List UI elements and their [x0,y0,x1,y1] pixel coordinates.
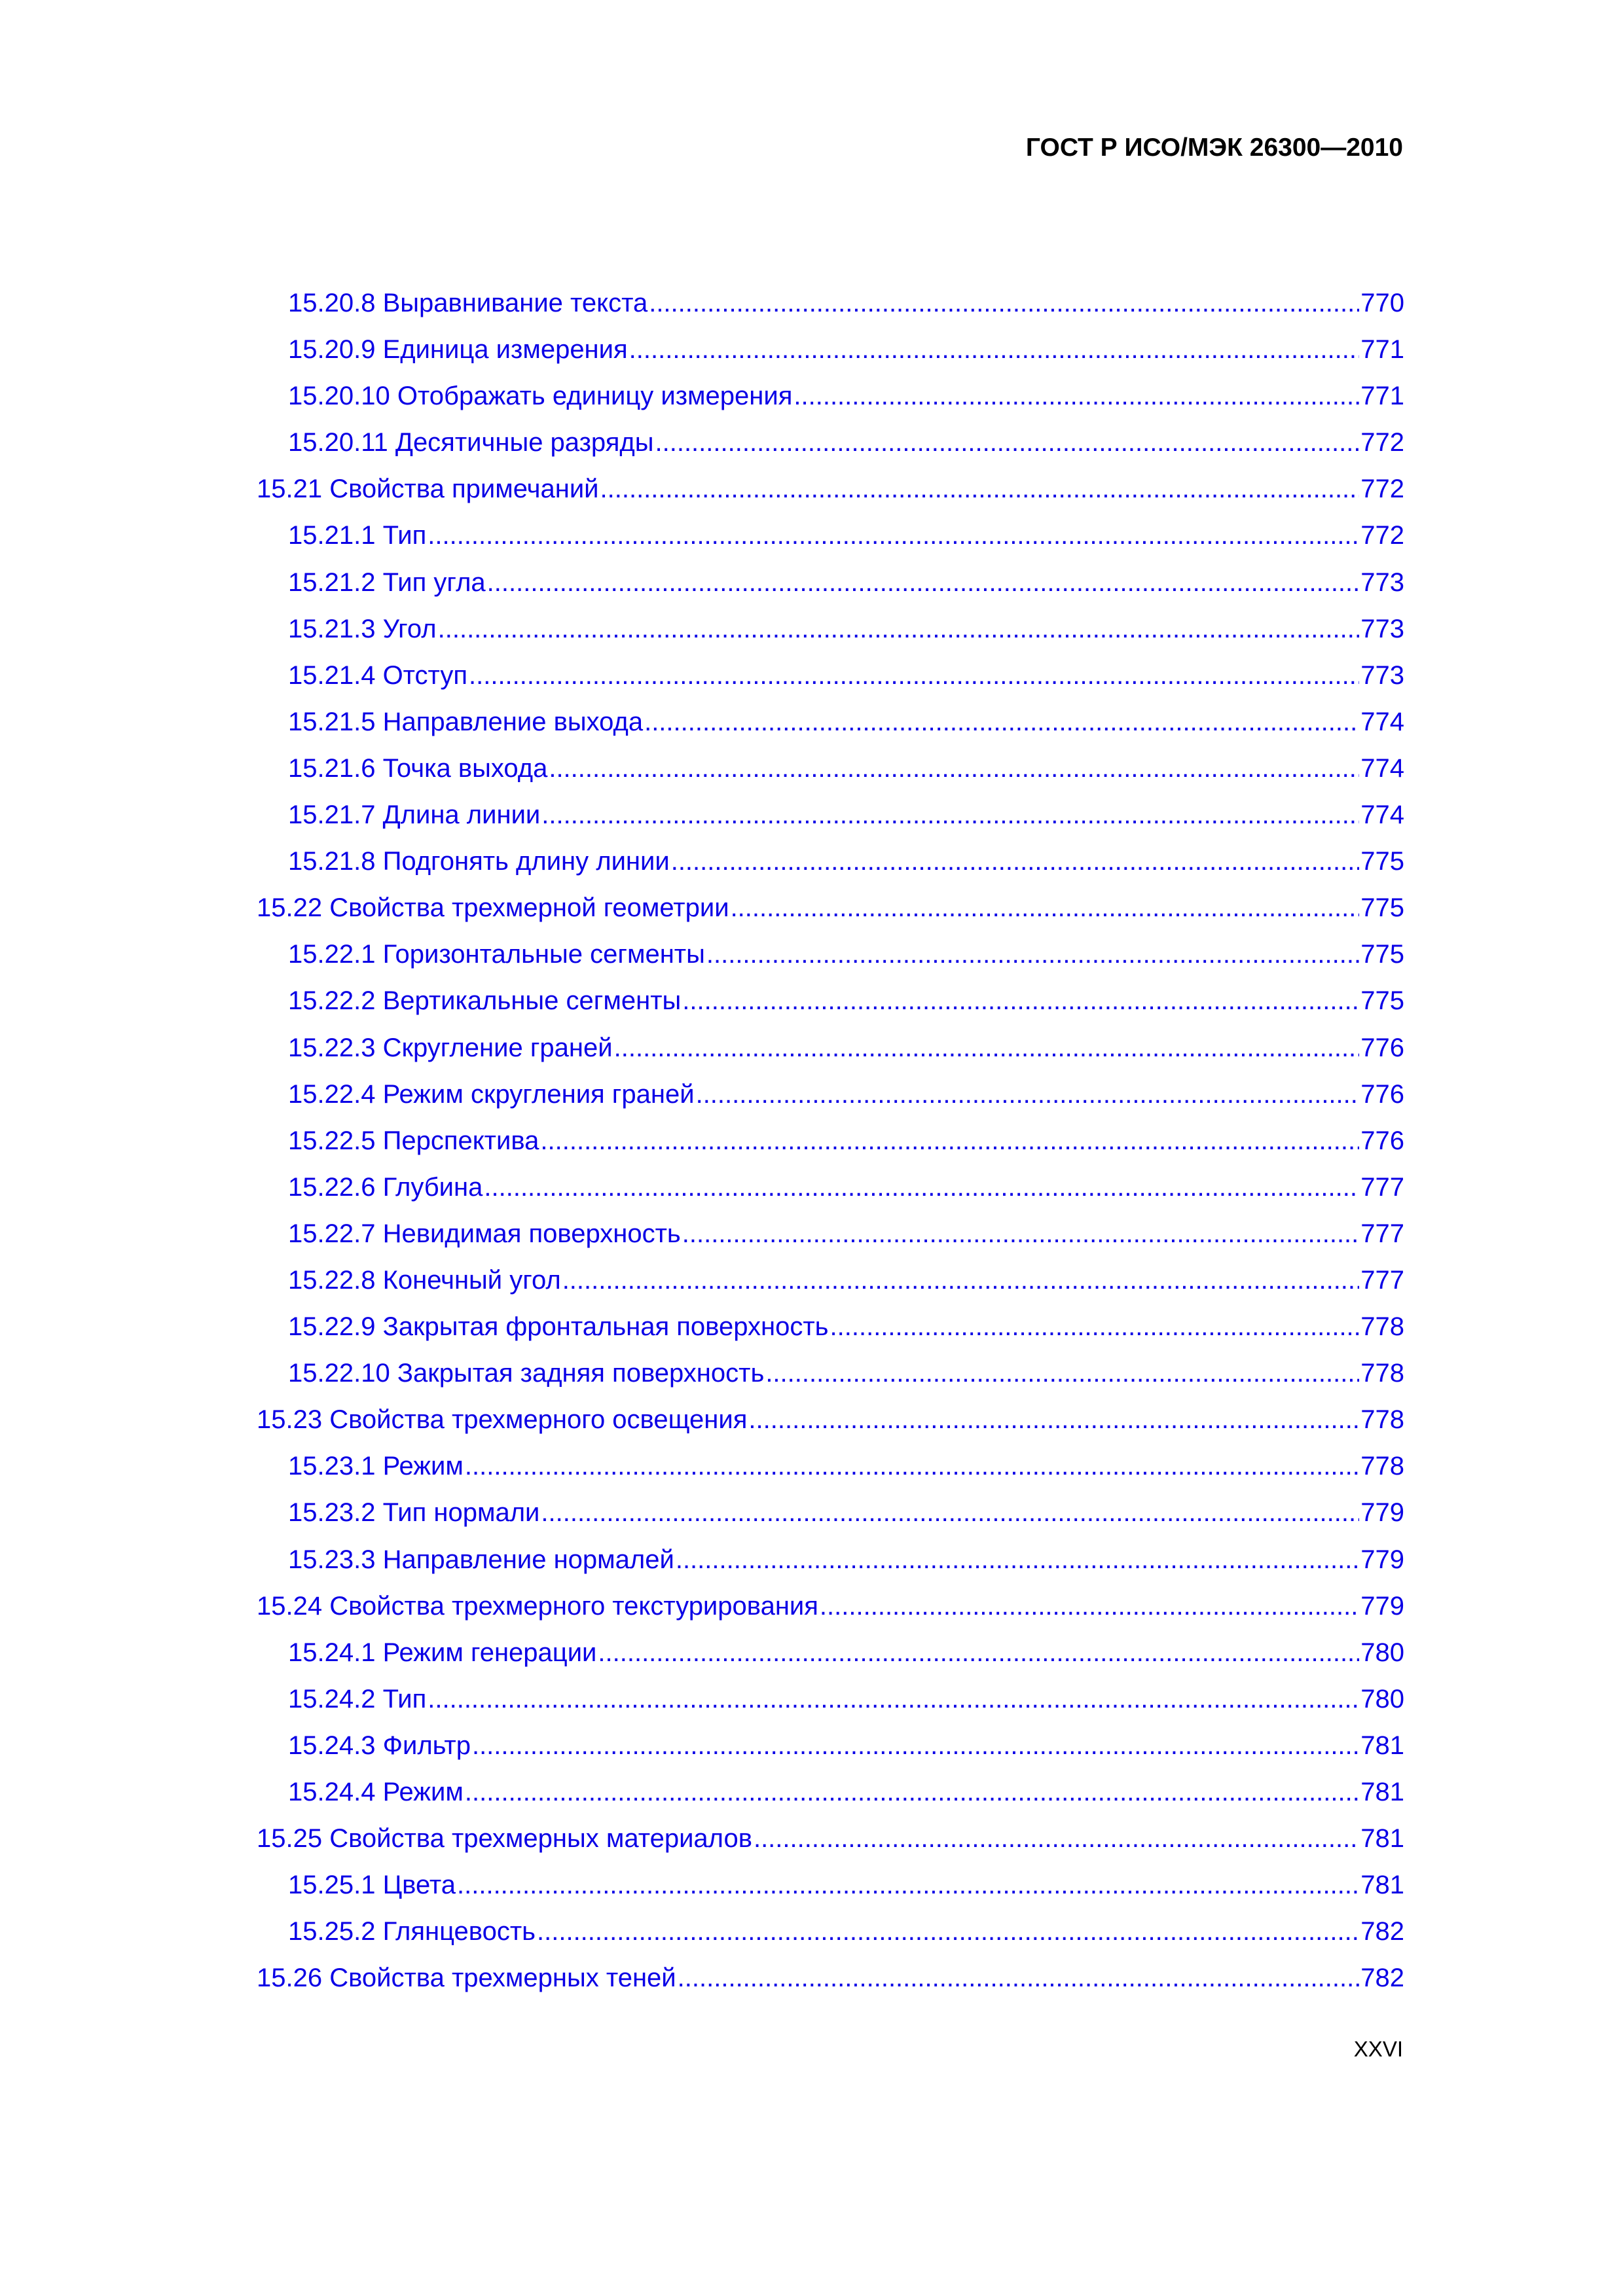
toc-dot-leader [696,1080,1360,1109]
toc-entry-label: 15.22.2 Вертикальные сегменты [288,986,682,1016]
toc-subsection-link[interactable] [257,1080,1404,1126]
toc-entry-label: 15.24.4 Режим [288,1778,464,1806]
toc-dot-leader [748,1405,1359,1435]
toc-entry-label: 15.22.10 Закрытая задняя поверхность [288,1359,765,1388]
toc-entry-page-number: 773 [1360,614,1404,643]
toc-dot-leader [541,800,1359,830]
toc-dot-leader [682,986,1359,1016]
toc-entry-page-number: 774 [1360,707,1404,736]
toc-dot-leader [765,1359,1359,1388]
toc-entry-label: 15.22.4 Режим скругления граней [288,1079,695,1109]
toc-dot-leader [644,708,1359,737]
document-header-title: ГОСТ Р ИСО/МЭК 26300—2010 [1025,134,1403,162]
toc-entry-page-number: 782 [1360,1964,1404,1993]
toc-subsection-link[interactable] [257,1126,1404,1173]
toc-dot-leader [655,428,1359,457]
toc-entry-label: 15.20.10 Отображать единицу измерения [288,382,793,411]
toc-subsection-link[interactable] [257,1871,1404,1917]
toc-dot-leader [671,847,1360,876]
toc-subsection-link[interactable] [257,940,1404,986]
toc-subsection-link[interactable] [257,615,1404,661]
toc-subsection-link[interactable] [257,568,1404,615]
toc-subsection-link[interactable] [257,382,1404,428]
toc-entry-label: 15.24 Свойства трехмерного текстурирования [257,1591,818,1621]
toc-subsection-link[interactable] [257,1033,1404,1080]
toc-entry-page-number: 775 [1360,940,1404,969]
toc-entry-label: 15.23.3 Направление нормалей [288,1545,674,1574]
toc-entry-page-number: 778 [1360,1312,1404,1342]
toc-entry-label: 15.21.5 Направление выхода [288,707,644,736]
toc-entry-label: 15.22.3 Скругление граней [288,1033,613,1062]
toc-subsection-link[interactable] [257,1266,1404,1312]
toc-dot-leader [629,335,1360,365]
toc-entry-label: 15.22.9 Закрытая фронтальная поверхность [288,1312,829,1342]
toc-entry-label: 15.21.7 Длина линии [288,800,541,830]
toc-subsection-link[interactable] [257,335,1404,382]
toc-subsection-link[interactable] [257,986,1404,1033]
toc-dot-leader [614,1033,1360,1063]
toc-entry-label: 15.21.8 Подгонять длину линии [288,847,670,876]
toc-dot-leader [428,521,1359,550]
toc-dot-leader [600,475,1360,504]
toc-entry-page-number: 779 [1360,1545,1404,1574]
toc-entry-page-number: 780 [1360,1638,1404,1667]
toc-dot-leader [484,1173,1359,1202]
toc-dot-leader [682,1219,1360,1249]
toc-entry-page-number: 779 [1360,1591,1404,1621]
toc-entry-page-number: 776 [1360,1079,1404,1109]
toc-entry-page-number: 775 [1360,847,1404,876]
toc-entry-label: 15.20.8 Выравнивание текста [288,289,648,317]
toc-section-link[interactable] [257,1824,1404,1871]
toc-dot-leader [598,1638,1359,1668]
toc-dot-leader [676,1545,1359,1575]
toc-entry-page-number: 777 [1360,1219,1404,1248]
toc-subsection-link[interactable] [257,1731,1404,1778]
toc-entry-label: 15.26 Свойства трехмерных теней [257,1964,676,1993]
toc-entry-page-number: 772 [1360,428,1404,457]
toc-entry-page-number: 772 [1360,521,1404,550]
toc-entry-label: 15.23.2 Тип нормали [288,1498,540,1528]
toc-entry-page-number: 781 [1360,1731,1404,1760]
toc-subsection-link[interactable] [257,1638,1404,1685]
toc-entry-page-number: 773 [1360,660,1404,690]
toc-subsection-link[interactable] [257,1312,1404,1359]
page-number-folio: XXVI [1353,2037,1403,2061]
toc-entry-label: 15.22.1 Горизонтальные сегменты [288,940,705,969]
toc-subsection-link[interactable] [257,661,1404,708]
toc-entry-label: 15.21.1 Тип [288,521,427,550]
toc-entry-label: 15.21.3 Угол [288,614,437,643]
toc-entry-label: 15.25 Свойства трехмерных материалов [257,1824,752,1854]
toc-entry-page-number: 778 [1360,1359,1404,1388]
toc-entry-page-number: 781 [1360,1778,1404,1806]
toc-section-link[interactable] [257,475,1404,521]
toc-entry-page-number: 778 [1360,1405,1404,1435]
toc-subsection-link[interactable] [257,1545,1404,1592]
toc-dot-leader [820,1592,1359,1621]
toc-entry-page-number: 777 [1360,1265,1404,1295]
toc-entry-page-number: 782 [1360,1917,1404,1946]
toc-entry-page-number: 771 [1360,335,1404,365]
toc-section-link[interactable] [257,1405,1404,1452]
toc-subsection-link[interactable] [257,708,1404,754]
toc-entry-label: 15.24.3 Фильтр [288,1731,471,1760]
toc-dot-leader [649,289,1359,318]
toc-entry-page-number: 779 [1360,1498,1404,1528]
toc-entry-label: 15.21.2 Тип угла [288,567,486,597]
toc-entry-page-number: 780 [1360,1684,1404,1713]
toc-subsection-link[interactable] [257,1685,1404,1731]
toc-entry-page-number: 775 [1360,986,1404,1016]
toc-dot-leader [472,1731,1359,1761]
toc-entry-label: 15.25.2 Глянцевость [288,1917,536,1946]
toc-entry-label: 15.22 Свойства трехмерной геометрии [257,893,729,923]
toc-dot-leader [731,893,1360,923]
toc-subsection-link[interactable] [257,428,1404,475]
toc-dot-leader [537,1917,1359,1946]
toc-entry-label: 15.21 Свойства примечаний [257,475,599,504]
toc-entry-page-number: 774 [1360,753,1404,783]
toc-entry-page-number: 770 [1360,289,1404,317]
toc-dot-leader [487,568,1360,598]
toc-subsection-link[interactable] [257,1219,1404,1266]
toc-entry-page-number: 781 [1360,1871,1404,1900]
toc-subsection-link[interactable] [257,521,1404,567]
toc-entry-label: 15.24.2 Тип [288,1684,427,1713]
toc-entry-label: 15.21.6 Точка выхода [288,753,548,783]
toc-entry-page-number: 775 [1360,893,1404,923]
toc-section-link[interactable] [257,1592,1404,1638]
toc-dot-leader [793,382,1359,411]
toc-entry-page-number: 781 [1360,1824,1404,1854]
toc-entry-label: 15.22.5 Перспектива [288,1126,539,1155]
toc-entry-page-number: 776 [1360,1126,1404,1155]
toc-entry-label: 15.24.1 Режим генерации [288,1638,597,1667]
toc-subsection-link[interactable] [257,1359,1404,1405]
toc-entry-label: 15.23.1 Режим [288,1452,464,1481]
toc-entry-page-number: 774 [1360,800,1404,830]
toc-entry-page-number: 771 [1360,382,1404,411]
toc-dot-leader [541,1498,1359,1528]
toc-dot-leader [465,1452,1359,1481]
toc-dot-leader [469,661,1359,691]
toc-entry-label: 15.23 Свойства трехмерного освещения [257,1405,748,1435]
toc-entry-label: 15.22.8 Конечный угол [288,1265,561,1295]
toc-dot-leader [678,1964,1360,1993]
toc-dot-leader [754,1824,1359,1854]
toc-entry-page-number: 773 [1360,567,1404,597]
toc-entry-page-number: 777 [1360,1172,1404,1202]
toc-entry-page-number: 772 [1360,475,1404,504]
table-of-contents [257,289,1404,2010]
toc-dot-leader [465,1778,1359,1807]
toc-subsection-link[interactable] [257,847,1404,893]
toc-subsection-link[interactable] [257,800,1404,847]
toc-subsection-link[interactable] [257,1498,1404,1545]
toc-entry-label: 15.25.1 Цвета [288,1871,456,1900]
toc-subsection-link[interactable] [257,1173,1404,1219]
toc-entry-label: 15.22.7 Невидимая поверхность [288,1219,681,1248]
toc-dot-leader [438,615,1360,644]
toc-dot-leader [428,1685,1359,1714]
toc-subsection-link[interactable] [257,1452,1404,1498]
toc-entry-label: 15.20.9 Единица измерения [288,335,628,365]
toc-subsection-link[interactable] [257,754,1404,800]
toc-dot-leader [706,940,1359,969]
toc-section-link[interactable] [257,1964,1404,2010]
toc-dot-leader [830,1312,1360,1342]
toc-dot-leader [549,754,1359,783]
toc-dot-leader [562,1266,1360,1295]
toc-entry-page-number: 778 [1360,1452,1404,1481]
toc-entry-page-number: 776 [1360,1033,1404,1062]
toc-subsection-link[interactable] [257,1917,1404,1964]
toc-dot-leader [457,1871,1359,1900]
toc-section-link[interactable] [257,893,1404,940]
toc-subsection-link[interactable] [257,1778,1404,1824]
toc-entry-label: 15.21.4 Отступ [288,660,467,690]
toc-entry-label: 15.20.11 Десятичные разряды [288,428,654,457]
toc-entry-label: 15.22.6 Глубина [288,1172,483,1202]
toc-subsection-link[interactable] [257,289,1404,335]
toc-dot-leader [540,1126,1359,1156]
